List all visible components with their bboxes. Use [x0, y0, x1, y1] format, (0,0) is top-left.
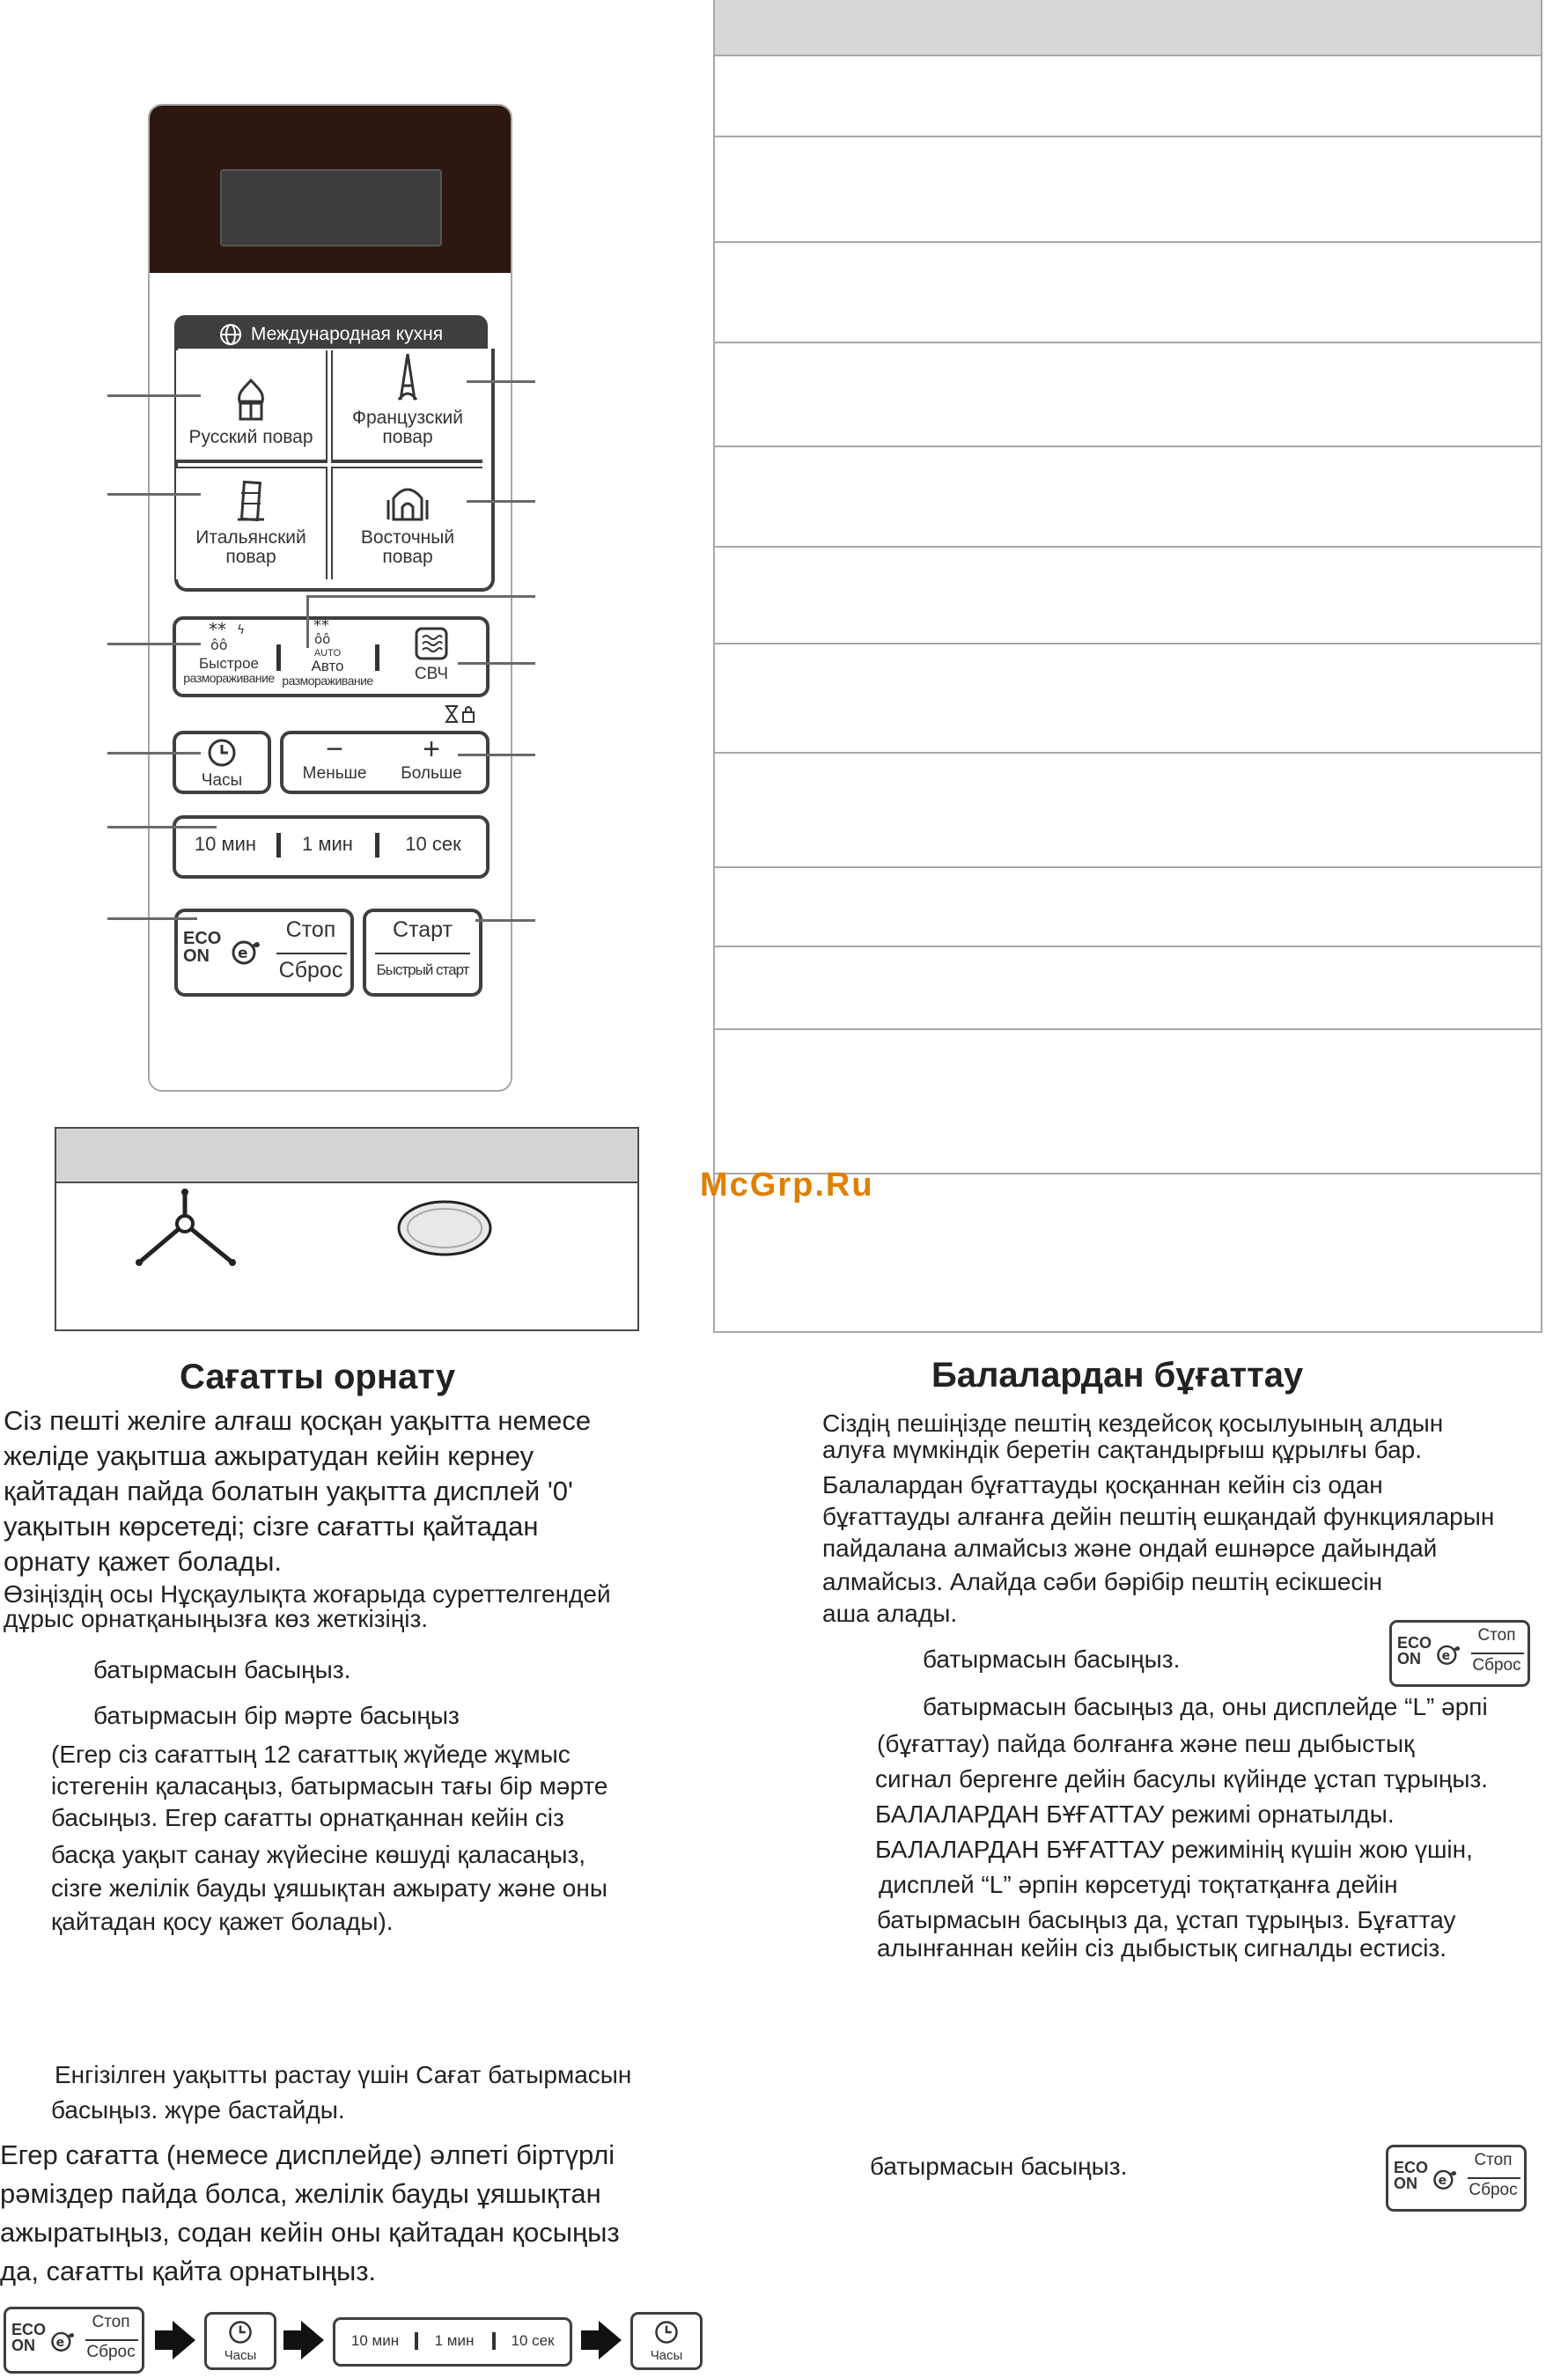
leader-line — [467, 380, 535, 383]
svg-text:**: ** — [313, 618, 329, 635]
eco-on-label: ON — [183, 946, 210, 966]
svg-text:ϟ: ϟ — [237, 623, 246, 637]
watermark: McGrp.Ru — [700, 1167, 874, 1204]
clock-icon — [207, 738, 237, 768]
mosque-icon — [385, 479, 431, 521]
eco-on-label: ON — [11, 2337, 35, 2354]
minus-icon: − — [326, 733, 343, 766]
lock-step2-line: батырмасын басыңыз да, оны дисплейде “L” әрпі — [923, 1693, 1488, 1720]
clock-note-line: дұрыс орнатқаныңызға көз жеткізіңіз. — [4, 1605, 429, 1632]
one-minute-button[interactable]: 1 мин — [302, 833, 353, 855]
ten-seconds-button[interactable]: 10 сек — [405, 833, 461, 855]
table-header — [715, 0, 1541, 55]
leader-line — [306, 595, 309, 648]
stop-label: Стоп — [285, 917, 336, 942]
separator — [276, 833, 281, 858]
clock-confirm-line: Енгізілген уақытты растау үшін Сағат батырмасын — [55, 2061, 632, 2088]
eco-on-label: ON — [1397, 1650, 1421, 1668]
eco-leaf-icon — [1432, 2167, 1457, 2191]
stop-reset-divider — [1468, 2177, 1520, 2179]
lock-step2-line: БАЛАЛАРДАН БҰҒАТТАУ режимі орнатылды. — [875, 1800, 1395, 1828]
separator — [375, 644, 379, 671]
clock-icon — [228, 2320, 253, 2345]
child-lock-title: Балалардан бұғаттау — [931, 1356, 1304, 1395]
table-row-divider — [715, 241, 1541, 243]
international-cuisine-title: Международная кухня — [250, 324, 444, 344]
start-label: Старт — [393, 917, 453, 942]
more-button[interactable]: + Больше — [384, 734, 479, 792]
leader-line — [458, 754, 535, 756]
clock-intro-line: желіде уақытша ажыратудан кейін кернеу — [4, 1440, 534, 1471]
quick-defrost-button[interactable]: ** ϟ ôô Быстрое размораживание — [181, 622, 276, 694]
french-chef-button[interactable]: Французский повар — [331, 350, 482, 463]
leader-line — [306, 595, 535, 598]
microwave-wave-icon — [414, 627, 449, 660]
reset-label: Сброс — [1472, 1656, 1521, 1675]
stop-reset-divider — [276, 953, 347, 954]
reset-label: Сброс — [278, 958, 343, 983]
eco-leaf-icon — [231, 937, 261, 967]
stop-label: Стоп — [92, 2313, 130, 2331]
table-row-divider — [715, 643, 1541, 644]
ten-seconds-label: 10 сек — [511, 2332, 555, 2349]
accessories-header — [56, 1129, 637, 1183]
eco-leaf-icon — [1436, 1642, 1461, 1667]
lock-step2-line: алынғаннан кейін сіз дыбыстық сигналды естисіз. — [877, 1934, 1447, 1962]
sequence-arrow — [283, 2330, 303, 2350]
start-quick-start-button[interactable] — [363, 909, 482, 997]
lock-step2-line: БАЛАЛАРДАН БҰҒАТТАУ режимінің күшін жою үшін, — [875, 1836, 1473, 1863]
clock-intro-line: қайтадан пайда болатын уақытта дисплей '0' — [4, 1476, 573, 1506]
clock-step2-detail: істегенін қаласаңыз, батырмасын тағы бір мәрте — [51, 1772, 608, 1800]
leader-line — [458, 662, 535, 665]
lock-intro-line: алмайсыз. Алайда сәби бәрібір пештің есікшесін — [822, 1568, 1383, 1595]
svg-text:e: e — [238, 945, 248, 962]
accessories-box — [55, 1127, 639, 1331]
seq-eco-stop-reset-button[interactable] — [4, 2307, 144, 2374]
leader-line — [107, 643, 201, 645]
clock-step2-detail: басқа уақыт санау жүйесіне көшуді қаласаңыз, — [51, 1841, 586, 1868]
arrow-right-icon — [173, 2321, 195, 2360]
table-row-divider — [715, 1028, 1541, 1030]
leader-line — [475, 919, 535, 922]
reset-label: Сброс — [86, 2343, 136, 2361]
svg-text:e: e — [1438, 2173, 1447, 2188]
onion-dome-icon — [232, 379, 269, 421]
eco-stop-reset-button[interactable] — [174, 909, 354, 997]
lock-step2-line: дисплей “L” әрпін көрсетуді тоқтатқанға дейін — [879, 1871, 1398, 1898]
arrow-right-icon — [599, 2321, 622, 2360]
eco-label: ECO — [11, 2321, 47, 2338]
auto-defrost-icon — [308, 618, 347, 644]
roller-ring-icon — [130, 1185, 239, 1273]
lock-step1: батырмасын басыңыз. — [923, 1645, 1181, 1673]
clock-error-line: да, сағатты қайта орнатыңыз. — [0, 2256, 377, 2286]
lock-eco-stop-reset-button[interactable] — [1389, 1620, 1530, 1687]
unlock-eco-stop-reset-button[interactable] — [1386, 2145, 1527, 2212]
table-row-divider — [715, 546, 1541, 548]
clock-note-line: Өзіңіздің осы Нұсқаулықта жоғарыда суреттелгендей — [4, 1580, 611, 1608]
eco-label: ECO — [183, 929, 222, 948]
clock-intro-line: Сіз пешті желіге алғаш қосқан уақытта немесе — [4, 1405, 592, 1436]
lock-step2-line: (бұғаттау) пайда болғанға және пеш дыбыстық — [877, 1730, 1415, 1757]
sequence-arrow — [581, 2330, 600, 2350]
clock-confirm-line: басыңыз. жүре бастайды. — [51, 2096, 345, 2124]
stop-reset-divider — [85, 2339, 138, 2341]
leader-line — [467, 500, 535, 503]
eco-label: ECO — [1394, 2159, 1429, 2176]
less-button[interactable]: − Меньше — [287, 734, 382, 792]
svg-text:ôô: ôô — [314, 631, 331, 644]
quick-start-label: Быстрый старт — [376, 961, 469, 978]
stop-label: Стоп — [1477, 1626, 1516, 1645]
clock-error-line: Егер сағатта (немесе дисплейде) әлпеті біртүрлі — [0, 2139, 615, 2170]
seq-time-buttons[interactable] — [333, 2317, 572, 2367]
leader-line — [107, 493, 201, 496]
clock-intro-line: орнату қажет болады. — [4, 1546, 283, 1577]
clock-step2-detail: сізге желілік бауды ұяшықтан ажырату және оны — [51, 1874, 607, 1902]
lock-intro-line: алуға мүмкіндік беретін сақтандырғыш құрылғы бар. — [822, 1436, 1422, 1463]
plus-icon: + — [423, 733, 440, 766]
clock-icon — [654, 2320, 679, 2345]
clock-step2-detail: (Егер сіз сағаттың 12 сағаттық жүйеде жұмыс — [51, 1741, 571, 1768]
microwave-button[interactable]: СВЧ — [380, 627, 482, 692]
lock-intro-line: Балалардан бұғаттауды қосқаннан кейін сіз одан — [822, 1471, 1383, 1498]
clock-step1: батырмасын басыңыз. — [93, 1656, 351, 1683]
seq-clock-button-confirm[interactable]: Часы — [630, 2312, 703, 2370]
separator — [375, 833, 379, 858]
lock-intro-line: бұғаттауды алғанға дейін пештің ешқандай функцияларын — [822, 1503, 1495, 1530]
clock-intro-line: уақытын көрсетеді; сізге сағатты қайтадан — [4, 1511, 539, 1542]
stop-reset-divider — [1471, 1653, 1524, 1654]
globe-icon — [219, 323, 242, 346]
one-minute-label: 1 мин — [434, 2332, 475, 2349]
clock-step2: батырмасын бір мәрте басыңыз — [93, 1702, 460, 1729]
table-row-divider — [715, 136, 1541, 137]
control-panel — [148, 104, 512, 1092]
lock-step2-line: сигнал бергенге дейін басулы күйінде ұстап тұрыңыз. — [875, 1765, 1489, 1793]
italian-chef-button[interactable]: Итальянский повар — [176, 467, 328, 579]
table-row-divider — [715, 946, 1541, 947]
table-row-divider — [715, 445, 1541, 447]
turntable-plate-icon — [396, 1199, 493, 1257]
oriental-chef-button[interactable]: Восточный повар — [331, 467, 482, 579]
clock-step2-detail: басыңыз. Егер сағатты орнатқаннан кейін сіз — [51, 1804, 564, 1831]
clock-button[interactable]: Часы — [173, 731, 271, 794]
separator — [492, 2332, 496, 2350]
svg-text:e: e — [55, 2335, 65, 2350]
leader-line — [107, 752, 201, 755]
clock-error-line: ажыратыңыз, содан кейін оны қайтадан қосыңыз — [0, 2217, 620, 2248]
auto-defrost-button[interactable]: ** ôô AUTO Авто размораживание — [282, 618, 373, 688]
table-row-divider — [715, 55, 1541, 56]
svg-text:e: e — [1441, 1648, 1451, 1663]
start-divider — [375, 953, 470, 954]
lock-intro-line: Сіздің пешіңізде пештің кездейсоқ қосылуының алдын — [822, 1410, 1444, 1437]
eco-leaf-icon — [50, 2329, 75, 2353]
panel-display-area — [150, 106, 511, 273]
eiffel-tower-icon — [390, 352, 425, 401]
eco-label: ECO — [1397, 1634, 1432, 1652]
reset-label: Сброс — [1469, 2181, 1518, 2199]
lock-step2-line: батырмасын басыңыз да, ұстап тұрыңыз. Бұғаттау — [877, 1906, 1456, 1933]
svg-text:ôô: ôô — [210, 637, 228, 652]
table-row-divider — [715, 866, 1541, 868]
separator — [415, 2332, 418, 2350]
leaning-tower-icon — [232, 479, 269, 521]
lock-intro-line: аша алады. — [822, 1600, 958, 1627]
leader-line — [107, 917, 197, 920]
table-row-divider — [715, 752, 1541, 754]
clock-error-line: рәміздер пайда болса, желілік бауды ұяшықтан — [0, 2178, 601, 2209]
ten-minutes-label: 10 мин — [350, 2332, 400, 2349]
ten-minutes-button[interactable]: 10 мин — [194, 833, 257, 855]
russian-chef-button[interactable]: Русский повар — [176, 350, 328, 463]
sequence-arrow — [155, 2330, 174, 2350]
hourglass-lock-icon — [444, 704, 477, 724]
clock-section-title: Сағатты орнату — [180, 1358, 456, 1396]
eco-on-label: ON — [1394, 2175, 1417, 2192]
table-row-divider — [715, 342, 1541, 343]
arrow-right-icon — [301, 2321, 324, 2360]
clock-step2-detail: қайтадан қосу қажет болады). — [51, 1908, 394, 1935]
features-table — [713, 0, 1542, 1333]
seq-clock-button[interactable]: Часы — [204, 2312, 276, 2370]
quick-defrost-icon — [205, 622, 253, 652]
stop-label: Стоп — [1474, 2151, 1513, 2169]
lock-intro-line: пайдалана алмайсыз және ондай ешнәрсе дайындай — [822, 1535, 1438, 1562]
leader-line — [107, 826, 217, 828]
lock-step3: батырмасын басыңыз. — [870, 2153, 1128, 2180]
lcd-display — [220, 169, 442, 247]
svg-text:**: ** — [209, 622, 226, 640]
leader-line — [107, 394, 201, 397]
